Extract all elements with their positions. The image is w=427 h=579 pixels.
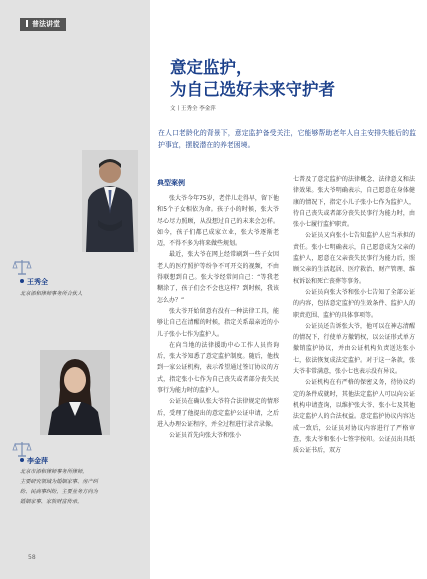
body-paragraph: 公证机构在有严格的保密义务，待协议约定的条件成就时，其他法定监护人可以向公证机构申请查询，以维护张大爷、张小七及其他法定监护人的合法权益。意定监护协议内容达成一致后，公证员对协议内容进行了严格审查，张大爷和张小七签字按印。公证员出具纸质公证书后，双方	[293, 379, 415, 455]
body-column-1	[157, 174, 279, 442]
woman-portrait-icon	[40, 350, 110, 435]
body-paragraph: 张大爷开始留意有没有一种法律工具，能够让自己在清醒的时候，指定关系最亲近的小儿子张小七作为监护人。	[157, 307, 279, 338]
author-name-wang: 王秀全	[20, 277, 48, 287]
section-tag	[20, 18, 66, 31]
author-name-li: 李金萍	[20, 456, 48, 466]
section-tag-label: 普法讲堂	[32, 20, 60, 28]
body-paragraph: 在向当地的法律援助中心工作人员咨询后，张大爷知悉了意定监护制度。随后，他找到一家公证机构，表示希望通过签订协议的方式，指定张小七作为自己丧失或者部分丧失民事行为能力时的监护人。	[157, 341, 279, 395]
body-column-2	[293, 174, 415, 456]
byline: 文丨王秀全 李金萍	[170, 106, 216, 112]
tag-bar-icon	[26, 20, 28, 27]
page-number: 58	[28, 554, 36, 561]
body-paragraph: 公证员又向张小七告知监护人应当承担的责任。张小七明确表示，自己愿意成为父亲的监护人，愿意在父亲丧失民事行为能力后，照顾父亲的生活起居、医疗救治、财产管理、维权诉讼和死亡丧葬等事务。	[293, 232, 415, 285]
author-desc-wang: 北京添和律师事务所合伙人	[20, 291, 83, 297]
body-paragraph: 公证员还告诉张大爷，他可以在神志清醒的情况下，行使单方撤销权，以公证形式单方撤销监护协议，并由公证机构负责送达张小七，依法恢复成法定监护。对于这一条款，张大爷非常满意，张小七也表示没有异议。	[293, 322, 415, 376]
bullet-dot-icon	[20, 279, 24, 283]
body-paragraph: 七普及了意定监护的法律概念、法律意义和法律效果。张大爷明确表示，自己愿意在身体健康的情况下，指定小儿子张小七作为监护人，待自己丧失或者部分丧失民事行为能力时，由张小七履行监护职责。	[293, 176, 415, 229]
bullet-dot-icon	[20, 458, 24, 462]
author-desc-li: 北京市添和律师事务所律师。 主要研究领域为婚姻家事、房产纠 纷、民商事纠纷，主要业务方向为 婚姻家事、家族财富传承。	[20, 469, 98, 505]
body-paragraph: 公证员向张大爷和张小七告知了全部公证的内容，包括意定监护的生效条件、监护人的职责范围、监护的具体事项等。	[293, 288, 415, 319]
body-paragraph: 最近，张大爷在网上经常刷到一些子女因老人的医疗照护等纷争不可开交的视频，不由得联想到自己。张大爷经常问自己：“等我老糊涂了，孩子们会不会也这样？到时候，我该怎么办？”	[157, 251, 279, 304]
man-portrait-icon	[82, 150, 138, 252]
intro-paragraph: 在人口老龄化的背景下，意定监护备受关注，它能够帮助老年人自主安排失能后的监护事宜，摆脱潜在的养老困境。	[158, 129, 416, 149]
body-paragraph: 张大爷今年75岁，老伴儿走得早，留下他和5个子女相依为命。孩子小的时候，张大爷尽心尽力照顾，从没想过自己的未来会怎样。如今，孩子们都已成家立业，张大爷逐渐老迈，不得不多为将来做些规划。	[157, 195, 279, 248]
body-paragraph: 公证员首先向张大爷和张小	[169, 432, 242, 440]
article-title-line2: 为自己选好未来守护者	[170, 80, 335, 99]
case-heading: 典型案例	[157, 179, 185, 187]
author-photo-li	[40, 350, 110, 435]
article-title-line1: 意定监护，	[170, 58, 253, 77]
author-photo-wang	[82, 150, 138, 252]
justice-scale-icon	[12, 258, 32, 276]
body-paragraph: 公证员在确认张大爷符合法律规定的情形后，受理了他提出的意定监护公证申请，之后进入办理公证程序，并全过程进行录音录像。	[157, 398, 279, 428]
